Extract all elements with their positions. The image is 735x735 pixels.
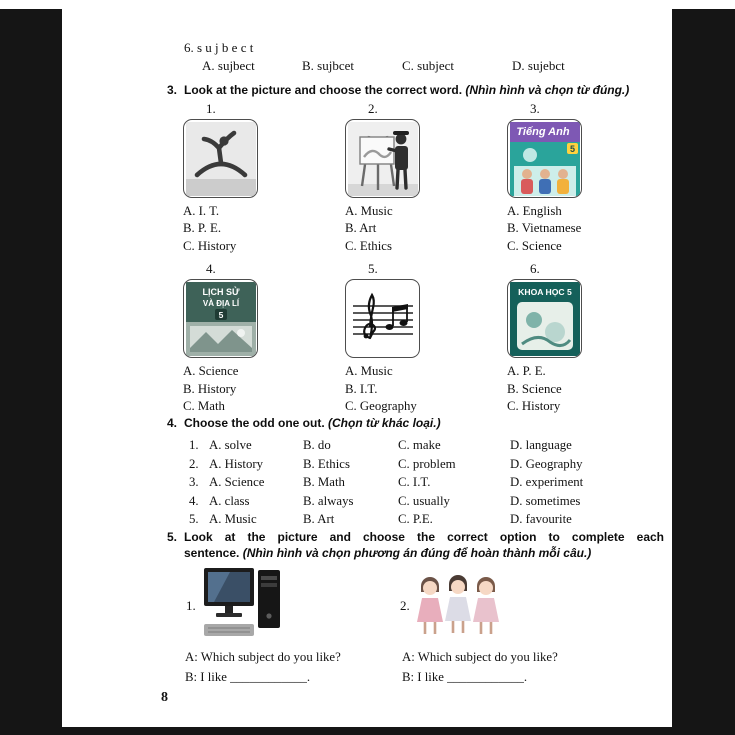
section5-heading bbox=[167, 530, 664, 561]
section3-item-2 bbox=[345, 101, 507, 261]
exercise6-option-d: D. sujebct bbox=[512, 58, 565, 73]
option-c: C. make bbox=[398, 438, 441, 452]
scan-right-bar bbox=[672, 9, 735, 729]
option-b: B. Science bbox=[507, 381, 562, 396]
option-c: C. P.E. bbox=[398, 512, 433, 527]
painter-photo bbox=[345, 119, 420, 198]
option-d: D. favourite bbox=[510, 512, 572, 527]
science-textbook-cover bbox=[507, 279, 582, 358]
english-cover-title: Tiếng Anh bbox=[515, 125, 570, 138]
option-b: B. Art bbox=[345, 221, 377, 236]
option-a: A. Music bbox=[345, 364, 393, 379]
option-b: B. Vietnamese bbox=[507, 221, 582, 236]
option-b: B. do bbox=[303, 438, 331, 452]
option-b: B. always bbox=[303, 493, 354, 508]
exercise6-options bbox=[202, 58, 626, 74]
three-children-illustration bbox=[414, 570, 502, 647]
row-number: 3. bbox=[189, 475, 199, 490]
section3-item-1 bbox=[183, 101, 345, 261]
music-staff-icon bbox=[348, 282, 418, 356]
science-textbook-icon bbox=[510, 282, 580, 356]
option-b: B. Art bbox=[303, 512, 335, 527]
option-d: D. language bbox=[510, 438, 572, 452]
gymnast-icon bbox=[186, 122, 256, 196]
option-c: C. usually bbox=[398, 493, 450, 508]
music-staff-photo bbox=[345, 279, 420, 358]
section5-item1-question: A: Which subject do you like? bbox=[185, 650, 341, 664]
section3-title-vi: (Nhìn hình và chọn từ đúng.) bbox=[465, 83, 630, 97]
history-cover-subtitle: VÀ ĐỊA LÍ bbox=[202, 298, 239, 308]
option-c: C. problem bbox=[398, 456, 456, 471]
option-a: A. I. T. bbox=[183, 204, 220, 218]
english-cover-badge: 5 bbox=[569, 143, 575, 154]
history-cover-title: LỊCH SỬ bbox=[202, 286, 239, 297]
option-a: A. P. E. bbox=[507, 364, 546, 379]
three-children-icon bbox=[414, 570, 502, 642]
section5-item1-number: 1. bbox=[186, 598, 196, 613]
option-a: A. English bbox=[507, 204, 562, 218]
option-b: B. Math bbox=[303, 475, 345, 490]
history-cover-badge: 5 bbox=[218, 309, 223, 320]
section5-item2-answer-blank: B: I like ____________. bbox=[402, 670, 528, 684]
exercise6-option-a: A. sujbect bbox=[202, 58, 255, 73]
option-d: D. experiment bbox=[510, 475, 584, 490]
option-a: A. class bbox=[209, 493, 250, 508]
option-b: B. I.T. bbox=[345, 381, 378, 396]
section3-title-en: Look at the picture and choose the correct word. bbox=[184, 83, 463, 97]
option-a: A. Science bbox=[209, 475, 265, 490]
option-a: A. Science bbox=[183, 364, 239, 379]
row-number: 5. bbox=[189, 512, 199, 527]
option-b: B. History bbox=[183, 381, 237, 396]
option-c: C. I.T. bbox=[398, 475, 431, 490]
row-number: 1. bbox=[189, 438, 199, 452]
section4-heading bbox=[167, 416, 667, 432]
section3-number: 3. bbox=[167, 83, 178, 97]
section3-item-4 bbox=[183, 261, 345, 421]
page-number: 8 bbox=[161, 690, 168, 705]
section5-item2-question: A: Which subject do you like? bbox=[402, 650, 558, 664]
section3-item-5 bbox=[345, 261, 507, 421]
science-cover-title: KHOA HỌC 5 bbox=[517, 286, 572, 297]
section4-title-en: Choose the odd one out. bbox=[184, 416, 325, 430]
section3-item-3 bbox=[507, 101, 669, 261]
history-geography-textbook-icon bbox=[186, 282, 256, 356]
option-c: C. Geography bbox=[345, 398, 417, 413]
english-textbook-icon bbox=[510, 122, 580, 196]
option-d: D. sometimes bbox=[510, 493, 581, 508]
section5-title-line1: Look at the picture and choose the correct option to complete each bbox=[184, 530, 664, 544]
item-number: 4. bbox=[206, 261, 216, 277]
section3-heading bbox=[167, 83, 667, 99]
option-c: C. Science bbox=[507, 238, 562, 253]
history-geography-textbook-cover bbox=[183, 279, 258, 358]
desktop-computer-photo bbox=[200, 564, 284, 651]
item-number: 5. bbox=[368, 261, 378, 277]
scan-bottom-bar bbox=[0, 727, 735, 735]
exercise6-option-c: C. subject bbox=[402, 58, 454, 73]
section5-title-line2-vi: (Nhìn hình và chọn phương án đúng để hoàn thành mỗi câu.) bbox=[242, 545, 592, 560]
gymnast-photo bbox=[183, 119, 258, 198]
item-number: 1. bbox=[206, 101, 216, 116]
item-number: 6. bbox=[530, 261, 540, 277]
option-a: A. History bbox=[209, 456, 264, 471]
option-b: B. Ethics bbox=[303, 456, 350, 471]
section5-item2-number: 2. bbox=[400, 598, 410, 613]
section5-number: 5. bbox=[167, 530, 178, 544]
exercise6-option-b: B. sujbcet bbox=[302, 58, 354, 73]
option-c: C. Ethics bbox=[345, 238, 392, 253]
row-number: 4. bbox=[189, 493, 199, 508]
option-a: A. Music bbox=[209, 512, 257, 527]
option-c: C. History bbox=[507, 398, 561, 413]
scan-left-bar bbox=[0, 9, 62, 729]
option-a: A. solve bbox=[209, 438, 252, 452]
section5-title-line2-en: sentence. bbox=[184, 545, 240, 560]
section3-item-6 bbox=[507, 261, 669, 421]
section4-title-vi: (Chọn từ khác loại.) bbox=[328, 416, 441, 430]
item-number: 3. bbox=[530, 101, 540, 116]
option-a: A. Music bbox=[345, 204, 393, 218]
section4-table bbox=[189, 436, 659, 529]
option-b: B. P. E. bbox=[183, 221, 222, 236]
option-d: D. Geography bbox=[510, 456, 583, 471]
item-number: 2. bbox=[368, 101, 378, 116]
english-textbook-cover bbox=[507, 119, 582, 198]
desktop-computer-icon bbox=[200, 564, 284, 646]
option-c: C. Math bbox=[183, 398, 225, 413]
section5-item1-answer-blank: B: I like ____________. bbox=[185, 670, 311, 684]
option-c: C. History bbox=[183, 238, 237, 253]
row-number: 2. bbox=[189, 456, 199, 471]
painter-icon bbox=[348, 122, 418, 196]
section3-picture-grid bbox=[183, 101, 669, 421]
exercise6-prompt: 6. s u j b e c t bbox=[184, 40, 254, 55]
section4-number: 4. bbox=[167, 416, 178, 430]
